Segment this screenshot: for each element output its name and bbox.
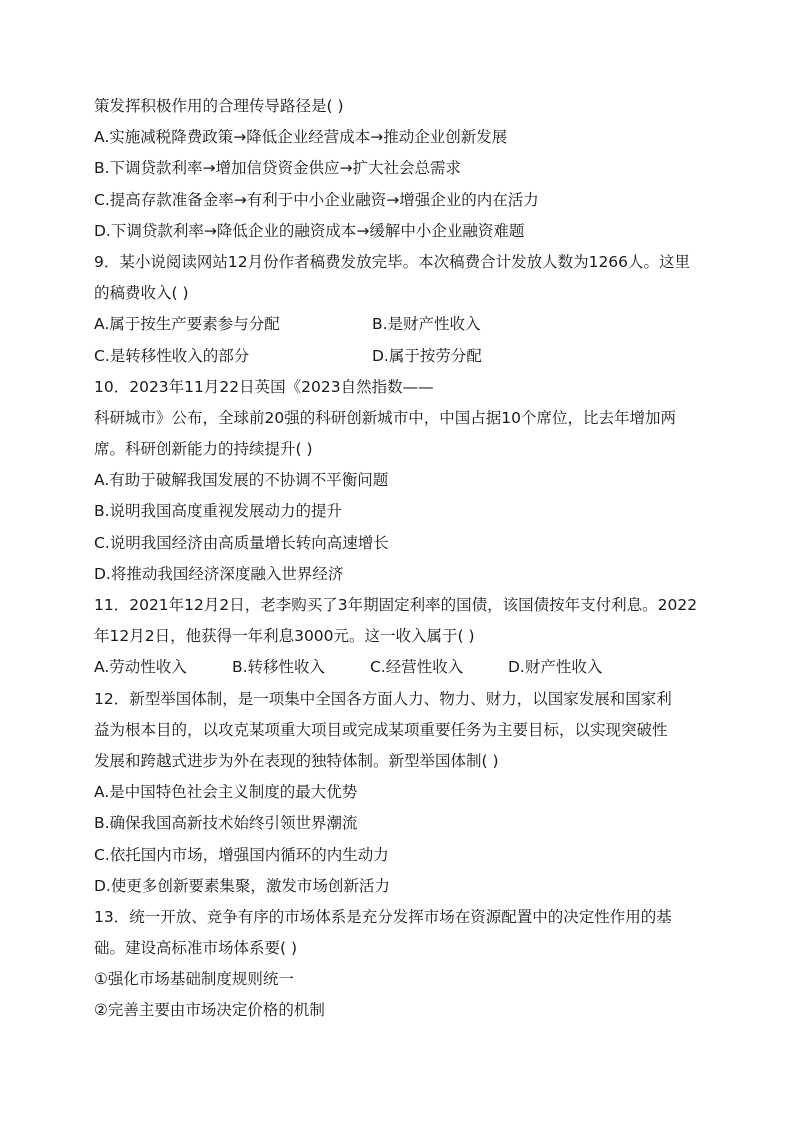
- text-line: B.下调贷款利率→增加信贷资金供应→扩大社会总需求: [94, 159, 462, 178]
- text-line: 10．2023年11月22日英国《2023自然指数——: [94, 377, 434, 396]
- text-line: 发展和跨越式进步为外在表现的独特体制。新型举国体制( ): [94, 751, 499, 770]
- text-line: 年12月2日，他获得一年利息3000元。这一收入属于( ): [94, 627, 475, 646]
- text-line: B.确保我国高新技术始终引领世界潮流: [94, 814, 358, 833]
- text-line: 12．新型举国体制，是一项集中全国各方面人力、物力、财力，以国家发展和国家利: [94, 689, 672, 708]
- text-line: A.有助于破解我国发展的不协调不平衡问题: [94, 471, 389, 490]
- option-item: A.属于按生产要素参与分配: [94, 315, 280, 334]
- option-row: [94, 652, 704, 683]
- option-item: B.转移性收入: [232, 658, 326, 677]
- text-line: 的稿费收入( ): [94, 284, 189, 303]
- text-line: ①强化市场基础制度规则统一: [94, 970, 294, 989]
- text-line: 益为根本目的，以攻克某项重大项目或完成某项重要任务为主要目标，以实现突破性: [94, 720, 668, 739]
- text-line: D.使更多创新要素集聚，激发市场创新活力: [94, 876, 390, 895]
- text-line: 科研城市》公布，全球前20强的科研创新城市中，中国占据10个席位，比去年增加两: [94, 408, 676, 427]
- option-row: [94, 309, 704, 340]
- text-line: C.依托国内市场，增强国内循环的内生动力: [94, 845, 389, 864]
- option-item: D.财产性收入: [508, 658, 603, 677]
- text-line: 策发挥积极作用的合理传导路径是( ): [94, 97, 344, 115]
- text-line: B.说明我国高度重视发展动力的提升: [94, 502, 343, 521]
- text-line: C.提高存款准备金率→有利于中小企业融资→增强企业的内在活力: [94, 190, 539, 209]
- text-line: A.实施减税降费政策→降低企业经营成本→推动企业创新发展: [94, 128, 508, 147]
- text-line: 席。科研创新能力的持续提升( ): [94, 440, 313, 459]
- text-line: A.是中国特色社会主义制度的最大优势: [94, 783, 358, 802]
- option-row: [94, 341, 704, 372]
- option-item: C.是转移性收入的部分: [94, 346, 250, 365]
- option-item: B.是财产性收入: [372, 315, 481, 334]
- option-item: C.经营性收入: [370, 658, 464, 677]
- text-line: 9．某小说阅读网站12月份作者稿费发放完毕。本次稿费合计发放人数为1266人。这里: [94, 252, 691, 271]
- text-line: D.下调贷款利率→降低企业的融资成本→缓解中小企业融资难题: [94, 221, 525, 240]
- option-item: D.属于按劳分配: [372, 346, 482, 365]
- option-item: A.劳动性收入: [94, 658, 187, 677]
- text-line: D.将推动我国经济深度融入世界经济: [94, 564, 344, 583]
- document-page: [94, 91, 704, 1027]
- text-line: ②完善主要由市场决定价格的机制: [94, 1001, 325, 1020]
- text-line: 11．2021年12月2日，老李购买了3年期固定利率的国债，该国债按年支付利息。2022: [94, 596, 698, 614]
- text-line: C.说明我国经济由高质量增长转向高速增长: [94, 533, 389, 552]
- text-line: 础。建设高标准市场体系要( ): [94, 939, 298, 958]
- text-line: 13．统一开放、竞争有序的市场体系是充分发挥市场在资源配置中的决定性作用的基: [94, 907, 672, 926]
